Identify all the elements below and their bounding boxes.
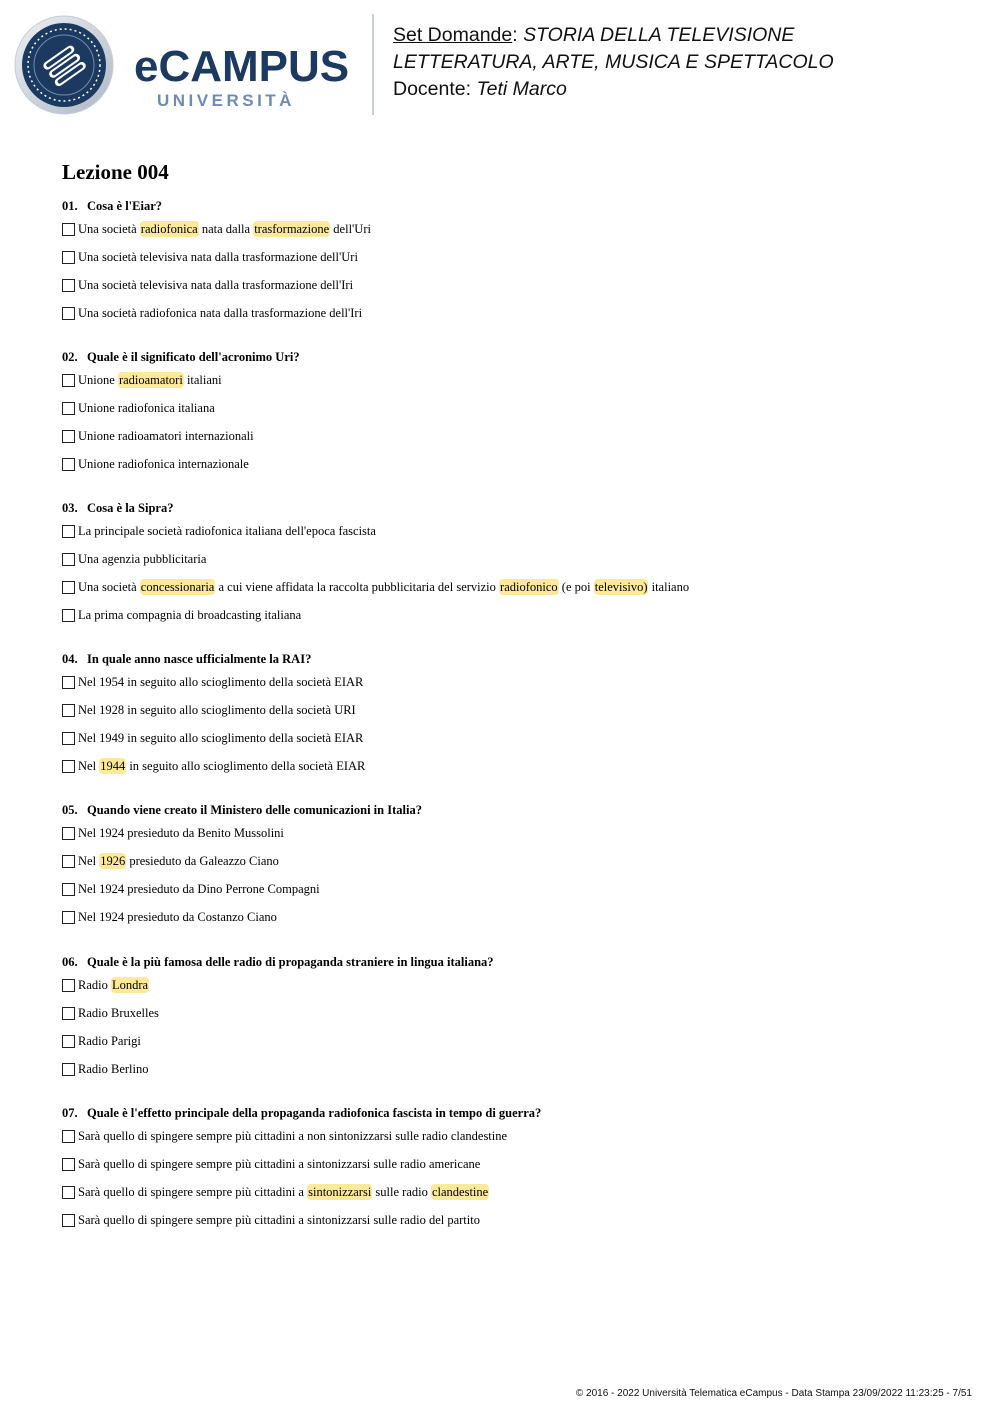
answer-option[interactable] [62,215,962,243]
docente-line [393,76,834,103]
answer-checkbox[interactable] [62,883,75,896]
answer-checkbox[interactable] [62,760,75,773]
answer-option[interactable] [62,1027,962,1055]
answer-text [78,429,254,444]
answer-text-segment: Nel 1954 in seguito allo scioglimento della società EIAR [78,674,364,689]
answer-text-segment: Una società [78,579,140,594]
answer-text [78,373,222,388]
answer-checkbox[interactable] [62,1158,75,1171]
answer-option[interactable] [62,819,962,847]
course-title-1: STORIA DELLA TELEVISIONE [523,24,795,46]
answer-text [78,401,215,416]
docente-name: Teti Marco [476,78,567,100]
answer-text-segment: italiano [648,579,690,594]
question-title [62,801,962,819]
header-divider [372,14,374,115]
answer-checkbox[interactable] [62,979,75,992]
answer-checkbox[interactable] [62,525,75,538]
answer-text-segment: Unione [78,372,118,387]
answer-text [78,1213,480,1228]
answer-checkbox[interactable] [62,1035,75,1048]
answer-text-segment: sulle radio [372,1184,431,1199]
question-text: Quale è l'effetto principale della propaganda radiofonica fascista in tempo di guerra? [87,1106,542,1120]
question-number: 04. [62,652,78,666]
answer-checkbox[interactable] [62,553,75,566]
answer-option[interactable] [62,601,962,629]
answer-text-segment: Una società televisiva nata dalla trasformazione dell'Iri [78,277,354,292]
answer-text [78,1157,480,1172]
answer-checkbox[interactable] [62,1007,75,1020]
answer-checkbox[interactable] [62,855,75,868]
question-text: Quale è il significato dell'acronimo Uri? [87,350,300,364]
answer-text [78,306,362,321]
question-text: Cosa è la Sipra? [87,501,174,515]
answer-checkbox[interactable] [62,1214,75,1227]
answer-text [78,552,206,567]
highlighted-keyword: clandestine [431,1184,489,1199]
answer-text-segment: Sarà quello di spingere sempre più cittadini a sintonizzarsi sulle radio del partito [78,1212,480,1227]
answer-text [78,278,353,293]
answer-option[interactable] [62,517,962,545]
answer-checkbox[interactable] [62,911,75,924]
docente-label: Docente: [393,78,472,100]
question-title [62,197,962,215]
answer-text [78,675,363,690]
answer-option[interactable] [62,668,962,696]
answer-text-segment: italiani [183,372,222,387]
logo-brand: eCAMPUS [134,42,350,91]
answer-text-segment: Nel 1924 presieduto da Costanzo Ciano [78,909,277,924]
answer-text [78,826,284,841]
answer-text-segment: Sarà quello di spingere sempre più cittadini a sintonizzarsi sulle radio americane [78,1156,481,1171]
answer-text [78,1006,159,1021]
answer-text-segment: Sarà quello di spingere sempre più cittadini a non sintonizzarsi sulle radio clandestine [78,1128,508,1143]
answer-text [78,524,376,539]
answer-text [78,608,301,623]
answer-checkbox[interactable] [62,402,75,415]
answer-option[interactable] [62,450,962,478]
answer-text-segment: Nel 1949 in seguito allo scioglimento della società EIAR [78,730,364,745]
answer-option[interactable] [62,1206,962,1234]
answer-text [78,882,320,897]
answer-checkbox[interactable] [62,374,75,387]
ecampus-logo [14,14,359,116]
answer-option[interactable] [62,903,962,931]
highlighted-keyword: trasformazione [254,221,330,236]
answer-text-segment: Unione radiofonica italiana [78,400,215,415]
answer-option[interactable] [62,573,962,601]
question-block [62,953,962,1083]
course-header [393,22,834,103]
question-title [62,1104,962,1122]
question-block [62,801,962,931]
highlighted-keyword: radiofonico [500,579,558,594]
question-number: 06. [62,955,78,969]
answer-checkbox[interactable] [62,581,75,594]
answer-checkbox[interactable] [62,307,75,320]
question-number: 02. [62,350,78,364]
highlighted-keyword: 1926 [100,853,126,868]
answer-text [78,731,363,746]
highlighted-keyword: radioamatori [118,372,183,387]
answer-text-segment: Nel 1928 in seguito allo scioglimento della società URI [78,702,356,717]
answer-text [78,457,249,472]
answer-checkbox[interactable] [62,1130,75,1143]
answer-option[interactable] [62,545,962,573]
answer-option[interactable] [62,847,962,875]
answer-text [78,1129,507,1144]
answer-text-segment: Una agenzia pubblicitaria [78,551,207,566]
answer-option[interactable] [62,875,962,903]
course-title-2: LETTERATURA, ARTE, MUSICA E SPETTACOLO [393,51,834,73]
answer-text-segment: dell'Uri [330,221,371,236]
answer-option[interactable] [62,971,962,999]
set-label: Set Domande [393,24,513,46]
answer-checkbox[interactable] [62,732,75,745]
answer-text-segment: Una società televisiva nata dalla trasformazione dell'Uri [78,249,358,264]
answer-text-segment: Radio Bruxelles [78,1005,159,1020]
answer-checkbox[interactable] [62,458,75,471]
answer-option[interactable] [62,1122,962,1150]
answer-text-segment: Radio Berlino [78,1061,149,1076]
answer-option[interactable] [62,1178,962,1206]
course-line-1: Set Domande: STORIA DELLA TELEVISIONE [393,24,795,46]
answer-option[interactable] [62,752,962,780]
answer-text [78,759,365,774]
answer-text-segment: La principale società radiofonica italiana dell'epoca fascista [78,523,376,538]
answer-text-segment: nata dalla [198,221,254,236]
answer-text [78,222,371,237]
answer-text-segment: in seguito allo scioglimento della società EIAR [126,758,366,773]
answer-option[interactable] [62,243,962,271]
logo-subtitle: UNIVERSITÀ [157,91,295,110]
answer-option[interactable] [62,366,962,394]
answer-text-segment: (e poi [558,579,594,594]
answer-text-segment: La prima compagnia di broadcasting italiana [78,607,302,622]
highlighted-keyword: concessionaria [140,579,215,594]
answer-text-segment: Radio [78,977,111,992]
answer-option[interactable] [62,422,962,450]
page-footer: © 2016 - 2022 Università Telematica eCampus - Data Stampa 23/09/2022 11:23:25 - 7/51 [575,1388,972,1399]
answer-option[interactable] [62,271,962,299]
answer-text-segment: Nel 1924 presieduto da Benito Mussolini [78,825,284,840]
question-text: Cosa è l'Eiar? [87,199,162,213]
answer-text-segment: Una società [78,221,140,236]
question-number: 05. [62,803,78,817]
question-block [62,197,962,327]
question-block [62,499,962,629]
answer-checkbox[interactable] [62,251,75,264]
highlighted-keyword: 1944 [100,758,126,773]
answer-text [78,580,689,595]
answer-checkbox[interactable] [62,279,75,292]
answer-text [78,1034,141,1049]
answer-text-segment: Nel [78,853,100,868]
answer-text [78,250,358,265]
answer-text [78,1185,489,1200]
answer-checkbox[interactable] [62,609,75,622]
answer-text-segment: Nel [78,758,100,773]
question-text: Quando viene creato il Ministero delle comunicazioni in Italia? [87,803,422,817]
answer-checkbox[interactable] [62,1186,75,1199]
highlighted-keyword: televisivo) [594,579,648,594]
highlighted-keyword: Londra [111,977,149,992]
answer-text [78,910,277,925]
question-title [62,650,962,668]
question-block [62,348,962,478]
answer-option[interactable] [62,299,962,327]
answer-option[interactable] [62,724,962,752]
answer-text-segment: presieduto da Galeazzo Ciano [126,853,279,868]
answer-text-segment: Una società radiofonica nata dalla trasformazione dell'Iri [78,305,363,320]
question-block [62,1104,962,1234]
answer-checkbox[interactable] [62,827,75,840]
answer-checkbox[interactable] [62,1063,75,1076]
answer-text-segment: Unione radiofonica internazionale [78,456,249,471]
answer-option[interactable] [62,696,962,724]
answer-checkbox[interactable] [62,223,75,236]
question-number: 07. [62,1106,78,1120]
answer-option[interactable] [62,394,962,422]
answer-checkbox[interactable] [62,430,75,443]
answer-option[interactable] [62,999,962,1027]
answer-text-segment: Sarà quello di spingere sempre più cittadini a [78,1184,308,1199]
question-title [62,348,962,366]
answer-option[interactable] [62,1055,962,1083]
highlighted-keyword: radiofonica [140,221,198,236]
answer-text-segment: Nel 1924 presieduto da Dino Perrone Compagni [78,881,320,896]
answer-option[interactable] [62,1150,962,1178]
question-title [62,499,962,517]
lesson-title: Lezione 004 [62,160,169,184]
answer-text [78,978,149,993]
answer-text-segment: Radio Parigi [78,1033,141,1048]
answer-checkbox[interactable] [62,704,75,717]
answer-text [78,703,356,718]
answer-checkbox[interactable] [62,676,75,689]
answer-text [78,1062,148,1077]
question-title [62,953,962,971]
answer-text-segment: Unione radioamatori internazionali [78,428,254,443]
question-text: In quale anno nasce ufficialmente la RAI? [87,652,312,666]
question-number: 03. [62,501,78,515]
answer-text-segment: a cui viene affidata la raccolta pubblicitaria del servizio [215,579,500,594]
highlighted-keyword: sintonizzarsi [308,1184,372,1199]
question-block [62,650,962,780]
question-number: 01. [62,199,78,213]
answer-text [78,854,279,869]
question-text: Quale è la più famosa delle radio di propaganda straniere in lingua italiana? [87,955,494,969]
logo-graphic [14,14,359,116]
